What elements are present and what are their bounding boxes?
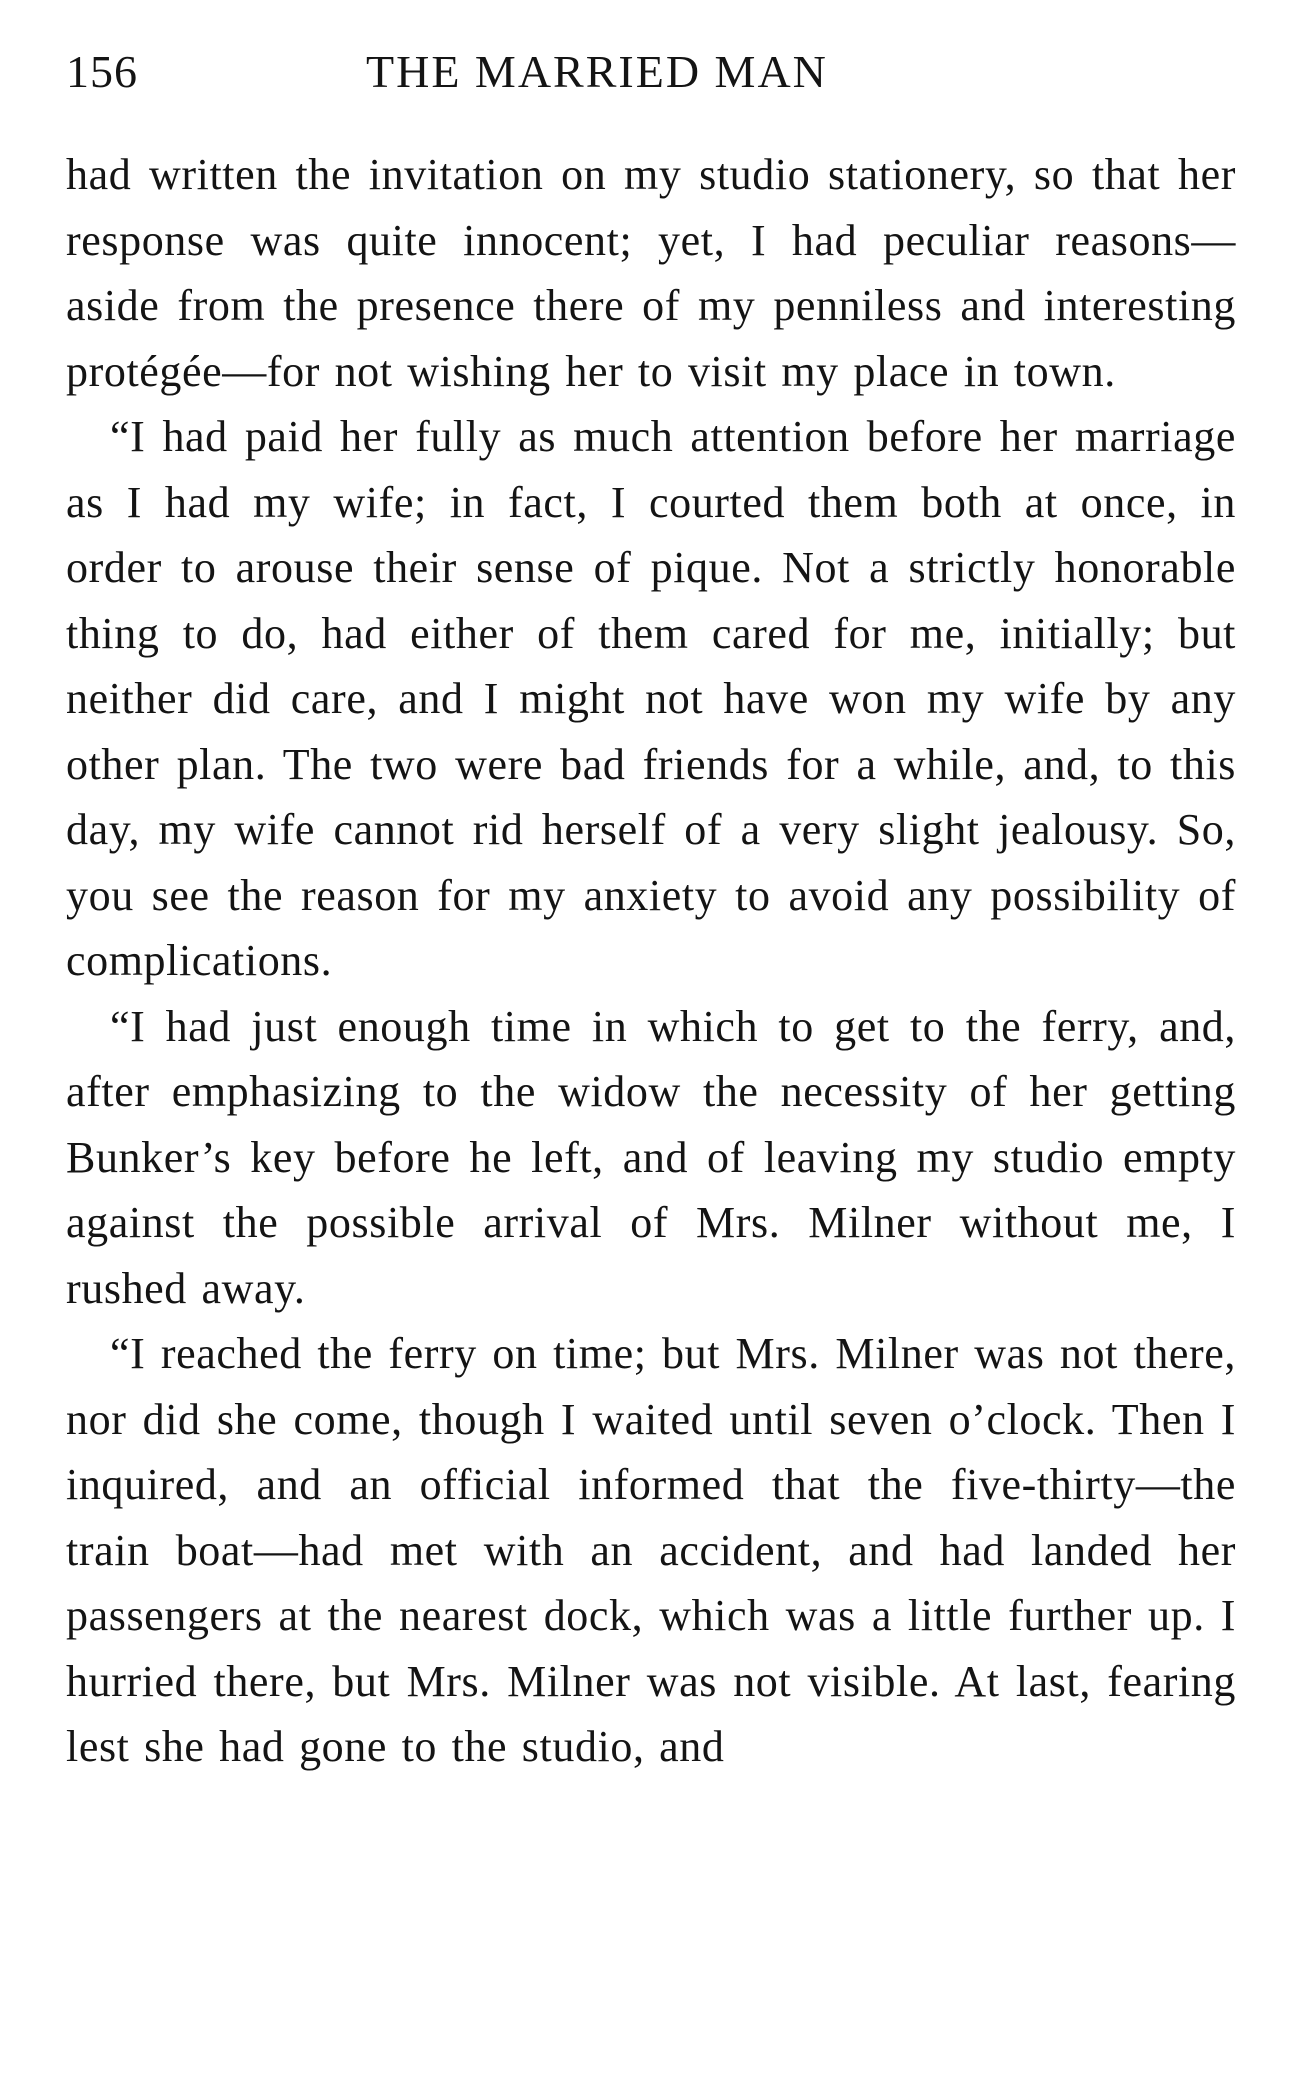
paragraph: “I had just enough time in which to get to the ferry, and, after emphasizing to the widow the necessity of her getting Bunker’s key before he left, and of leaving my studio empty against the possible arrival of Mrs. Milner without me, I rushed away. bbox=[66, 1001, 1236, 1313]
paragraph: “I reached the ferry on time; but Mrs. Milner was not there, nor did she come, though I waited until seven o’clock. Then I inquired, and an official informed that the five-thirty—the train boat—had met with an accident, and had landed her passengers at the nearest dock, which was a little further up. I hurried there, but Mrs. Milner was not visible. At last, fearing lest she had gone to the studio, and bbox=[66, 1329, 1236, 1771]
paragraph-continued: had written the invitation on my studio stationery, so that her response was quite innocent; yet, I had peculiar reasons—aside from the presence there of my penniless and interesting protégée—for not wishing her to visit my place in town. bbox=[66, 150, 1236, 396]
book-page bbox=[66, 42, 1236, 1780]
page-number: 156 bbox=[66, 46, 138, 97]
running-head bbox=[66, 42, 1236, 102]
paragraph: “I had paid her fully as much attention before her marriage as I had my wife; in fact, I courted them both at once, in order to arouse their sense of pique. Not a strictly honorable thing to do, had either of them cared for me, initially; but neither did care, and I might not have won my wife by any other plan. The two were bad friends for a while, and, to this day, my wife cannot rid herself of a very slight jealousy. So, you see the reason for my anxiety to avoid any possibility of complications. bbox=[66, 412, 1236, 985]
body-text bbox=[66, 142, 1236, 1780]
running-title: THE MARRIED MAN bbox=[366, 46, 828, 97]
